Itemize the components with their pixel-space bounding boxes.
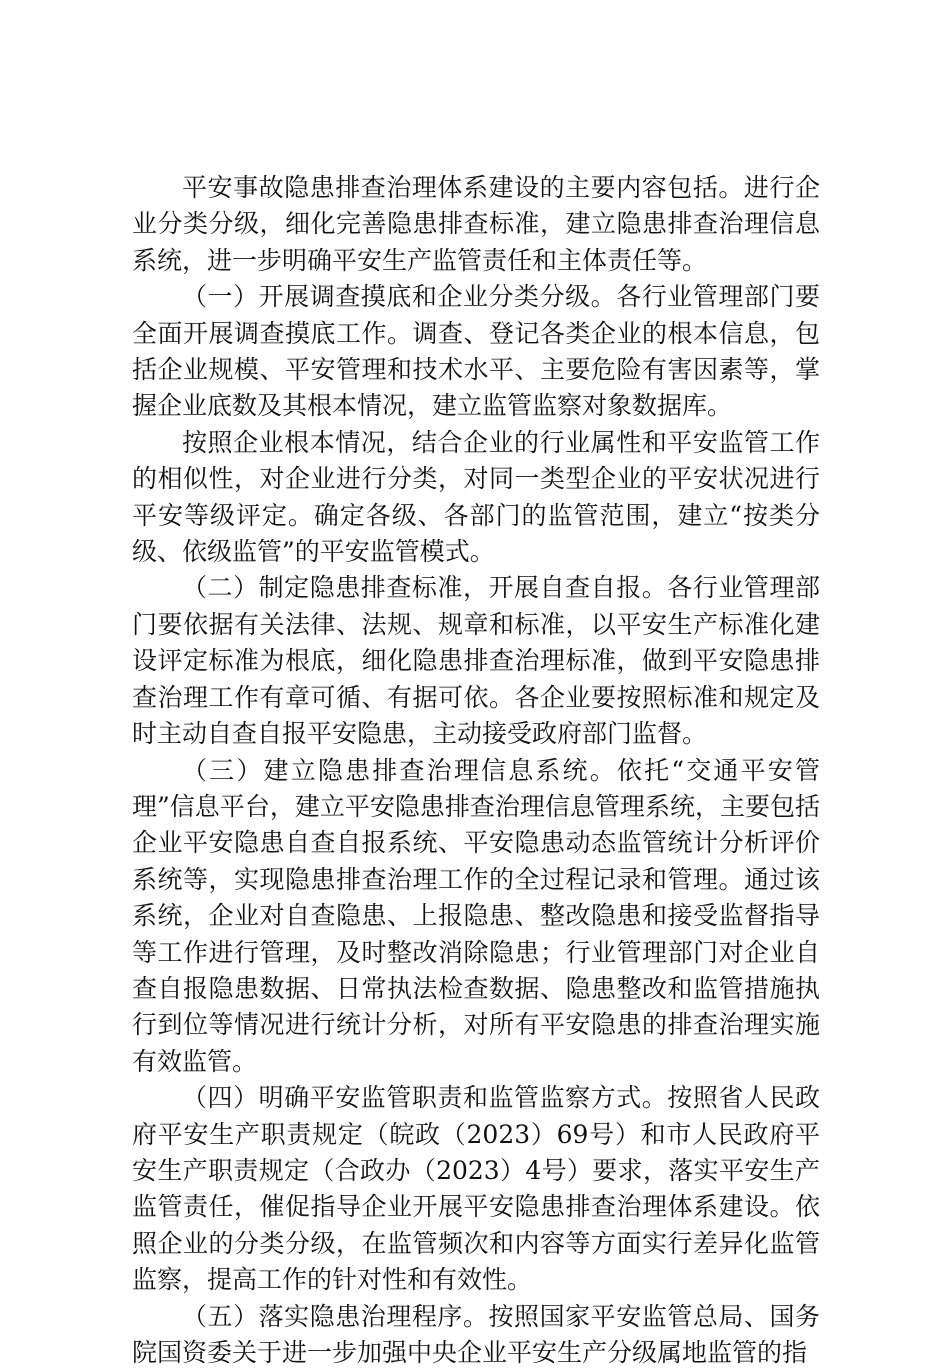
paragraph-section-1-continued: 按照企业根本情况，结合企业的行业属性和平安监管工作的相似性，对企业进行分类，对同一类型企业的平安状况进行平安等级评定。确定各级、各部门的监管范围，建立“按类分级、依级监管”的平安监管模式。 [132,427,820,567]
paragraph-section-1: （一）开展调查摸底和企业分类分级。各行业管理部门要全面开展调查摸底工作。调查、登记各类企业的根本信息，包括企业规模、平安管理和技术水平、主要危险有害因素等，掌握企业底数及其根本情况，建立监管监察对象数据库。 [132,282,820,421]
paragraph-section-5: （五）落实隐患治理程序。按照国家平安监管总局、国务院国资委关于进一步加强中央企业平安生产分级属地监管的指 [132,1301,820,1367]
paragraph-section-3: （三）建立隐患排查治理信息系统。依托“交通平安管理”信息平台，建立平安隐患排查治理信息管理系统，主要包括企业平安隐患自查自报系统、平安隐患动态监管统计分析评价系统等，实现隐患排查治理工作的全过程记录和管理。通过该系统，企业对自查隐患、上报隐患、整改隐患和接受监督指导等工作进行管理，及时整改消除隐患；行业管理部门对企业自查自报隐患数据、日常执法检查数据、隐患整改和监管措施执行到位等情况进行统计分析，对所有平安隐患的排查治理实施有效监管。 [132,755,820,1076]
paragraph-section-4: （四）明确平安监管职责和监管监察方式。按照省人民政府平安生产职责规定（皖政（2023）69号）和市人民政府平安生产职责规定（合政办（2023）4号）要求，落实平安生产监管责任，催促指导企业开展平安隐患排查治理体系建设。依照企业的分类分级，在监管频次和内容等方面实行差异化监管监察，提高工作的针对性和有效性。 [132,1083,820,1295]
document-body [132,170,820,1371]
paragraph-intro: 平安事故隐患排查治理体系建设的主要内容包括。进行企业分类分级，细化完善隐患排查标准，建立隐患排查治理信息系统，进一步明确平安生产监管责任和主体责任等。 [132,173,820,275]
paragraph-section-2: （二）制定隐患排查标准，开展自查自报。各行业管理部门要依据有关法律、法规、规章和标准，以平安生产标准化建设评定标准为根底，细化隐患排查治理标准，做到平安隐患排查治理工作有章可循、有据可依。各企业要按照标准和规定及时主动自查自报平安隐患，主动接受政府部门监督。 [132,573,820,749]
